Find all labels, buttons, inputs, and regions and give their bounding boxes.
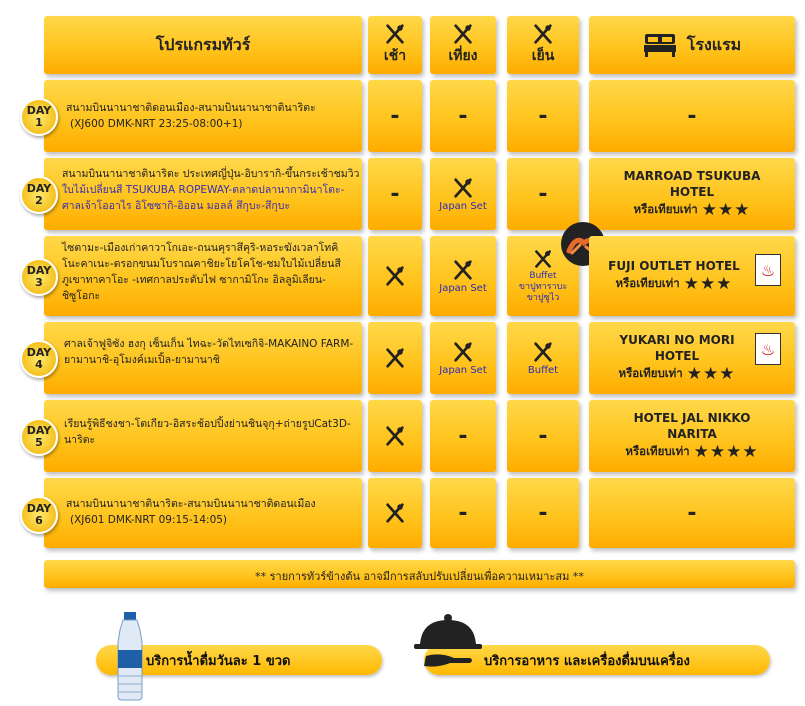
hotel-equivalent: หรือเทียบเท่า [625,444,690,458]
header-dinner [507,16,579,74]
day6-lunch: - [430,478,496,548]
day2-hotel [589,158,795,230]
day3-dinner-label: Buffet ขาปูทาราบะ ขาปูซูไว [518,270,568,303]
day5-lunch: - [430,400,496,472]
fork-knife-icon [452,23,474,45]
food-service-label: บริการอาหาร และเครื่องดื่มบนเครื่อง [484,653,690,669]
day1-lunch: - [430,80,496,152]
day3-description: ไซตามะ-เมืองเก่าคาวาโกเอะ-ถนนคุราสึคุริ-หอระฆังเวลาโทคิ โนะคาเนะ-ตรอกขนมโบราณคาชิยะโยโคโช-ชมใบไม้เปลี่ยนสี ภูเขาทาคาโอะ -เทศกาลประดับไฟ ซากามิโกะ อิลลูมิเลียน- ชิซูโอกะ [62,242,341,302]
header-breakfast-label: เช้า [383,48,407,64]
fork-knife-icon [452,259,474,281]
hotel-name-line2: HOTEL [654,349,700,363]
hotel-equivalent: หรือเทียบเท่า [618,366,683,380]
day6-dinner: - [507,478,579,548]
hotel-name-line1: FUJI OUTLET HOTEL [608,259,740,273]
hotel-name-line1: YUKARI NO MORI [619,333,735,347]
water-bottle-icon [110,612,150,706]
header-lunch [430,16,496,74]
bed-icon [643,32,677,58]
day4-description: ศาลเจ้าฟูจิซัง ฮงกุ เซ็นเก็น ไทฉะ-วัดไทเซกิจิ-MAKAINO FARM- ยามานาชิ-อุโมงค์เมเปิ้ล-ยามานาชิ [64,338,354,366]
day4-lunch [430,322,496,394]
day1-description: สนามบินนานาชาติดอนเมือง-สนามบินนานาชาตินาริตะ (XJ600 DMK-NRT 23:25-08:00+1) [66,102,316,130]
day2-dinner: - [507,158,579,230]
star-rating: ★★★★ [693,442,759,462]
hotel-name-line2: HOTEL [669,185,715,199]
day5-badge: DAY 5 [20,418,58,456]
day4-dinner-label: Buffet [527,364,559,376]
star-rating: ★★★ [686,364,736,384]
day4-dinner [507,322,579,394]
fork-knife-icon [384,265,406,287]
star-rating: ★★★ [683,274,733,294]
day6-badge: DAY 6 [20,496,58,534]
fork-knife-icon [384,502,406,524]
day4-breakfast [368,322,422,394]
day1-hotel: - [589,80,795,152]
day1-dinner: - [507,80,579,152]
day3-lunch [430,236,496,316]
header-dinner-label: เย็น [531,48,555,64]
header-hotel-label: โรงแรม [686,34,742,54]
day2-breakfast: - [368,158,422,230]
fork-knife-icon [384,23,406,45]
day4-badge: DAY 4 [20,340,58,378]
day5-breakfast [368,400,422,472]
water-service-label: บริการน้ำดื่มวันละ 1 ขวด [146,653,291,669]
header-breakfast [368,16,422,74]
hotel-name-line2: NARITA [667,427,717,441]
day2-badge: DAY 2 [20,176,58,214]
day4-lunch-label: Japan Set [439,364,487,376]
fork-knife-icon [384,425,406,447]
fork-knife-icon [532,23,554,45]
note-text: ** รายการทัวร์ข้างต้น อาจมีการสลับปรับเปลี่ยนเพื่อความเหมาะสม ** [255,570,584,583]
day2-lunch [430,158,496,230]
day6-hotel: - [589,478,795,548]
star-rating: ★★★ [701,200,751,220]
header-program [44,16,362,74]
day5-hotel [589,400,795,472]
hotel-equivalent: หรือเทียบเท่า [615,276,680,290]
header-lunch-label: เที่ยง [448,48,478,64]
fork-knife-icon [452,177,474,199]
day1-badge: DAY 1 [20,98,58,136]
hotel-equivalent: หรือเทียบเท่า [633,202,698,216]
day3-breakfast [368,236,422,316]
hotel-name-line1: MARROAD TSUKUBA [623,169,761,183]
fork-knife-icon [384,347,406,369]
food-cloche-icon [410,612,486,678]
day6-breakfast [368,478,422,548]
header-program-label: โปรแกรมทัวร์ [155,34,251,54]
fork-knife-icon [532,341,554,363]
fork-knife-icon [533,249,553,269]
header-hotel [589,16,795,74]
day3-lunch-label: Japan Set [439,282,487,294]
day5-dinner: - [507,400,579,472]
fork-knife-icon [452,341,474,363]
onsen-icon: ♨ [755,254,781,286]
hotel-name-line1: HOTEL JAL NIKKO [633,411,751,425]
day3-badge: DAY 3 [20,258,58,296]
onsen-icon: ♨ [755,333,781,365]
day1-breakfast: - [368,80,422,152]
day6-description: สนามบินนานาชาตินาริตะ-สนามบินนานาชาติดอนเมือง (XJ601 DMK-NRT 09:15-14:05) [66,498,316,526]
day5-description: เรียนรู้พิธีชงชา-โตเกียว-อิสระช้อปปิ้งย่านชินจุกุ+ถ่ายรูปCat3D- นาริตะ [64,418,351,446]
day2-lunch-label: Japan Set [439,200,487,212]
day2-description: สนามบินนานาชาตินาริตะ ประเทศญี่ปุ่น-อิบารากิ-ขึ้นกระเช้าชมวิว ใบไม้เปลี่ยนสี TSUKUBA ROPEWAY-ตลาดปลานากามินาโตะ- ศาลเจ้าโออาไร อิโซซากิ-อิออน มอลล์ สึกุบะ-สึกุบะ [62,168,360,212]
